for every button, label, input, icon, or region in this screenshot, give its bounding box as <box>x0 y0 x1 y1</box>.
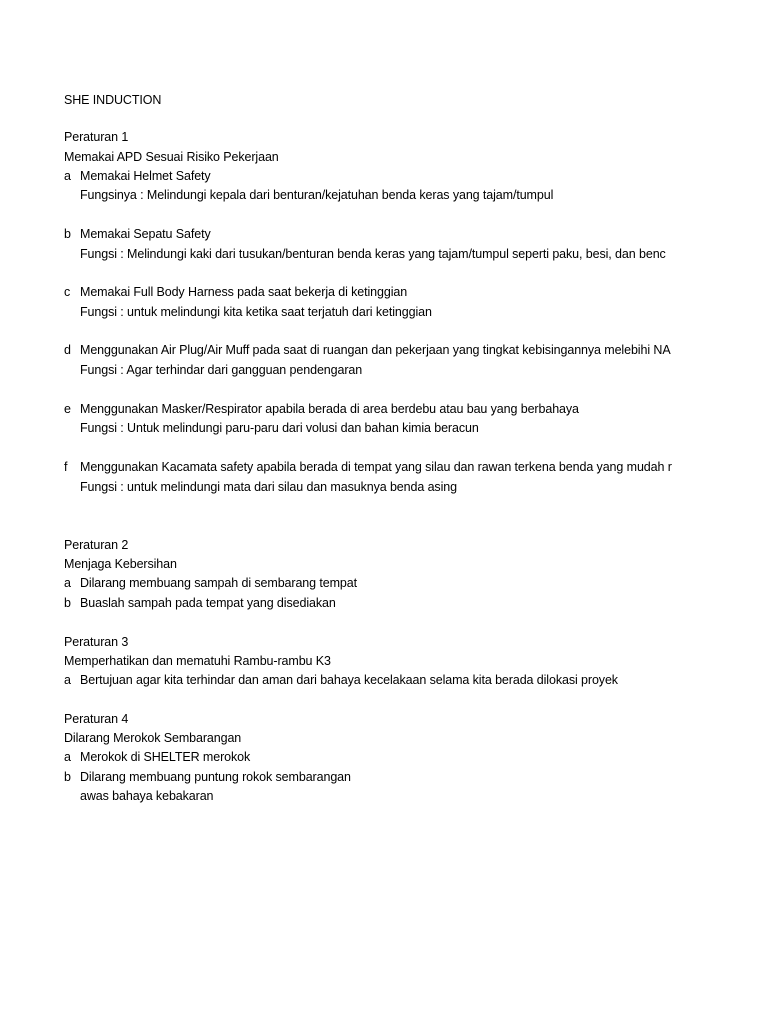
section-2-item-b <box>64 595 336 611</box>
item-marker: b <box>64 227 71 241</box>
item-text: Menggunakan Air Plug/Air Muff pada saat di ruangan dan pekerjaan yang tingkat kebisingannya melebihi NA <box>80 343 671 357</box>
item-marker: f <box>64 460 68 474</box>
item-marker: a <box>64 169 71 183</box>
document-heading: SHE INDUCTION <box>64 93 162 107</box>
item-marker: e <box>64 402 71 416</box>
item-marker: c <box>64 285 71 299</box>
section-1-item-d <box>64 342 684 358</box>
section-3-item-a <box>64 672 618 688</box>
item-text: Memakai Full Body Harness pada saat bekerja di ketinggian <box>80 285 408 299</box>
item-text: Bertujuan agar kita terhindar dan aman dari bahaya kecelakaan selama kita berada dilokasi proyek <box>80 673 618 687</box>
item-marker: a <box>64 673 71 687</box>
section-1-item-c <box>64 284 407 300</box>
section-3-subtitle: Memperhatikan dan mematuhi Rambu-rambu K3 <box>64 654 331 668</box>
section-1-item-f-detail: Fungsi : untuk melindungi mata dari silau dan masuknya benda asing <box>80 480 457 494</box>
section-4-title: Peraturan 4 <box>64 712 129 726</box>
item-text: Memakai Helmet Safety <box>80 169 211 183</box>
section-1-item-d-detail: Fungsi : Agar terhindar dari gangguan pendengaran <box>80 363 363 377</box>
item-marker: a <box>64 750 71 764</box>
section-1-item-c-detail: Fungsi : untuk melindungi kita ketika saat terjatuh dari ketinggian <box>80 305 432 319</box>
section-1-item-a <box>64 168 211 184</box>
section-4-item-b <box>64 769 351 785</box>
section-1-title: Peraturan 1 <box>64 130 129 144</box>
item-text: Merokok di SHELTER merokok <box>80 750 251 764</box>
item-marker: d <box>64 343 71 357</box>
section-3-title: Peraturan 3 <box>64 635 129 649</box>
item-text: Memakai Sepatu Safety <box>80 227 211 241</box>
section-4-item-a <box>64 749 250 765</box>
section-2-title: Peraturan 2 <box>64 538 129 552</box>
section-1-item-a-detail: Fungsinya : Melindungi kepala dari benturan/kejatuhan benda keras yang tajam/tumpul <box>80 188 554 202</box>
item-text: Menggunakan Kacamata safety apabila berada di tempat yang silau dan rawan terkena benda yang mudah r <box>80 460 672 474</box>
item-marker: a <box>64 576 71 590</box>
section-2-item-a <box>64 575 357 591</box>
section-1-item-b <box>64 226 211 242</box>
section-1-subtitle: Memakai APD Sesuai Risiko Pekerjaan <box>64 150 279 164</box>
item-text: Buaslah sampah pada tempat yang disediakan <box>80 596 336 610</box>
item-marker: b <box>64 770 71 784</box>
section-1-item-e <box>64 401 579 417</box>
section-4-item-b-detail: awas bahaya kebakaran <box>80 789 214 803</box>
item-text: Dilarang membuang sampah di sembarang tempat <box>80 576 358 590</box>
item-marker: b <box>64 596 71 610</box>
item-text: Menggunakan Masker/Respirator apabila berada di area berdebu atau bau yang berbahaya <box>80 402 579 416</box>
item-text: Dilarang membuang puntung rokok sembarangan <box>80 770 351 784</box>
section-1-item-f <box>64 459 684 475</box>
section-1-item-b-detail: Fungsi : Melindungi kaki dari tusukan/benturan benda keras yang tajam/tumpul seperti paku, besi, dan benc <box>80 247 666 261</box>
section-4-subtitle: Dilarang Merokok Sembarangan <box>64 731 242 745</box>
section-2-subtitle: Menjaga Kebersihan <box>64 557 177 571</box>
section-1-item-e-detail: Fungsi : Untuk melindungi paru-paru dari volusi dan bahan kimia beracun <box>80 421 479 435</box>
